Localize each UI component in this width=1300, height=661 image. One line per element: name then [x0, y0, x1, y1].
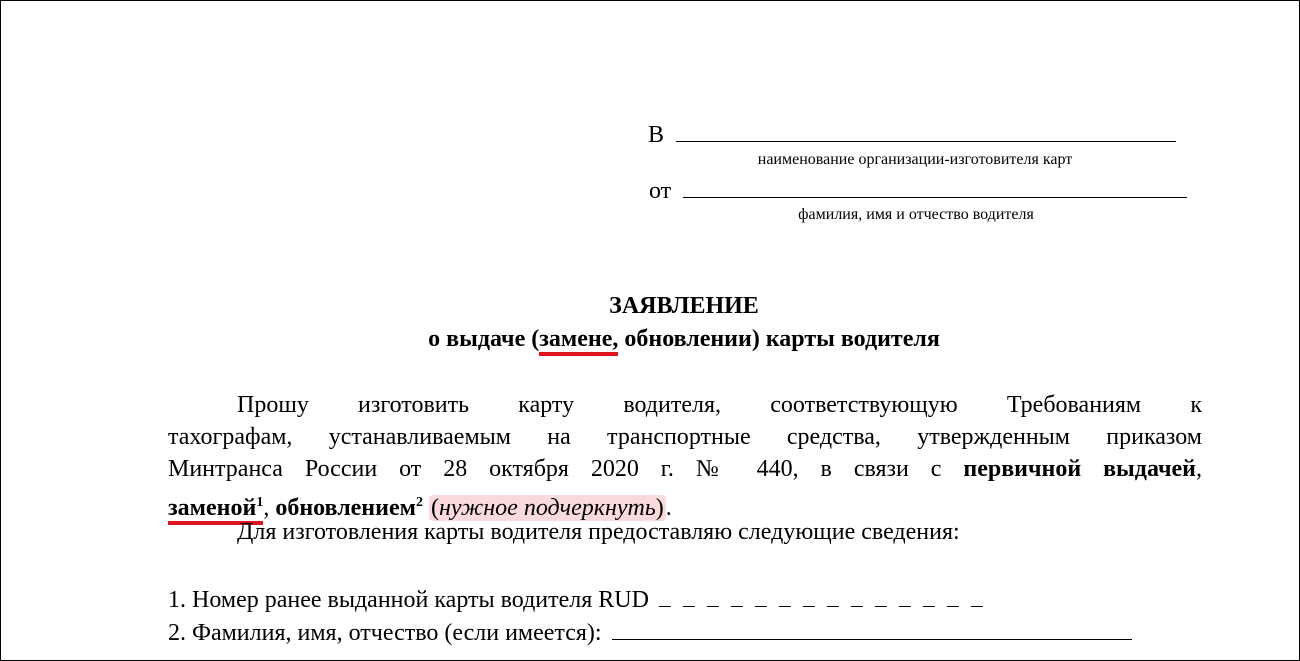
item-2-label: 2. Фамилия, имя, отчество (если имеется): — [168, 620, 602, 646]
to-line — [648, 119, 1176, 149]
note-open: ( — [430, 495, 439, 521]
footnote-1-marker: 1 — [256, 495, 264, 510]
doc-title: ЗАЯВЛЕНИЕ — [609, 293, 759, 319]
footnote-2-marker: 2 — [415, 495, 423, 510]
from-prefix: от — [649, 178, 672, 204]
doc-subtitle — [1, 325, 1300, 353]
subtitle-highlight: замене, — [539, 326, 618, 356]
separator: , — [263, 495, 276, 521]
subtitle-part1: о выдаче ( — [428, 326, 540, 352]
first-issue-option: первичной выдачей — [963, 456, 1196, 482]
full-name-field[interactable] — [612, 617, 1132, 640]
from-line — [649, 175, 1187, 205]
item-1 — [168, 584, 995, 614]
body-line-3 — [168, 453, 1202, 485]
to-blank-field[interactable] — [676, 119, 1176, 142]
item-2 — [168, 617, 1132, 647]
rud-number-field[interactable] — [659, 584, 995, 614]
body-line-3-comma: , — [1196, 456, 1202, 482]
note-text: нужное подчеркнуть — [438, 495, 656, 521]
note-close: ) — [655, 495, 664, 521]
to-caption: наименование организации-изготовителя карт — [757, 151, 1073, 168]
from-blank-field[interactable] — [683, 175, 1187, 198]
update-label: обновлением — [275, 495, 416, 521]
line-4-period: . — [665, 495, 672, 521]
body-line-5: Для изготовления карты водителя предоставляю следующие сведения: — [237, 519, 960, 545]
body-line-1: Прошу изготовить карту водителя, соответствующую Требованиям к — [237, 392, 1202, 418]
body-line-2: тахографам, устанавливаемым на транспортные средства, утвержденным приказом — [168, 424, 1202, 450]
subtitle-part2: обновлении) карты водителя — [618, 326, 940, 352]
replacement-label: заменой — [168, 495, 257, 521]
to-prefix: В — [648, 122, 665, 148]
from-caption: фамилия, имя и отчество водителя — [798, 206, 1034, 223]
body-line-3-text: Минтранса России от 28 октября 2020 г. № 440, в связи с — [168, 456, 964, 482]
item-1-label: 1. Номер ранее выданной карты водителя RUD — [168, 587, 649, 613]
